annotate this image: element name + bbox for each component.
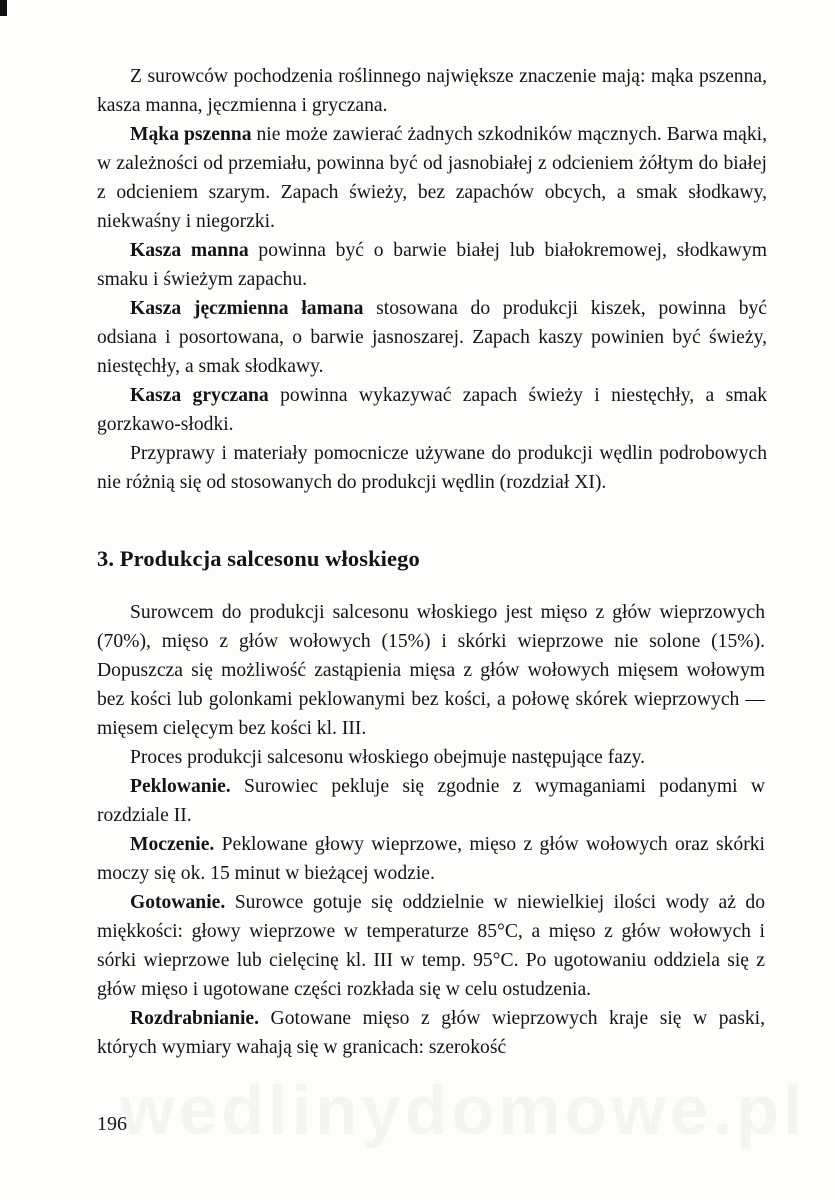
page-number: 196 <box>97 1113 127 1135</box>
term-kasza-manna: Kasza manna <box>130 240 249 261</box>
paragraph-surowcem: Surowcem do produkcji salcesonu włoskiego jest mięso z głów wieprzowych (70%), mięso z głów wołowych (15%) i skórki wieprzowe nie solone (15%). Dopuszcza się możliwość zastąpienia mięsa z głów wołowych mięsem wołowym bez kości lub golonkami peklowanymi bez kości, a połowę skórek wieprzowych — mięsem cielęcym bez kości kl. III. <box>97 602 765 739</box>
paragraph-intro: Z surowców pochodzenia roślinnego największe znaczenie mają: mąka pszenna, kasza manna, jęczmienna i gryczana. <box>97 66 767 116</box>
term-kasza-jeczmienna: Kasza jęczmienna łamana <box>130 298 364 319</box>
term-kasza-gryczana: Kasza gryczana <box>130 385 269 406</box>
paragraph-kasza-gryczana: Kasza gryczana powinna wykazywać zapach świeży i niestęchły, a smak gorzkawo-słodki. <box>97 385 767 435</box>
intro-text-block <box>97 62 767 497</box>
paragraph-maka-pszenna: Mąka pszenna nie może zawierać żadnych szkodników mącznych. Barwa mąki, w zależności od przemiału, powinna być od jasnobiałej z odcieniem żółtym do białej z odcieniem szarym. Zapach świeży, bez zapachów obcych, a smak słodkawy, niekwaśny i niegorzki. <box>97 124 767 232</box>
section-text-block <box>97 598 765 1062</box>
term-gotowanie: Gotowanie. <box>130 892 226 913</box>
term-peklowanie: Peklowanie. <box>130 776 231 797</box>
paragraph-moczenie: Moczenie. Peklowane głowy wieprzowe, mięso z głów wołowych oraz skórki moczy się ok. 15 minut w bieżącej wodzie. <box>97 834 765 884</box>
watermark <box>120 1070 806 1150</box>
paragraph-peklowanie: Peklowanie. Surowiec pekluje się zgodnie z wymaganiami podanymi w rozdziale II. <box>97 776 765 826</box>
paragraph-kasza-manna: Kasza manna powinna być o barwie białej lub białokremowej, słodkawym smaku i świeżym zapachu. <box>97 240 767 290</box>
paragraph-gotowanie: Gotowanie. Surowce gotuje się oddzielnie w niewielkiej ilości wody aż do miękkości: głowy wieprzowe w temperaturze 85°C, a mięso z głów wołowych i sórki wieprzowe lub cielęcinę kl. III w temp. 95°C. Po ugotowaniu oddziela się z głów mięso i ugotowane części rozkłada się w celu ostudzenia. <box>97 892 765 1000</box>
paragraph-rozdrabnianie: Rozdrabnianie. Gotowane mięso z głów wieprzowych kraje się w paski, których wymiary wahają się w granicach: szerokość <box>97 1008 765 1058</box>
scan-corner-mark <box>0 0 7 16</box>
term-moczenie: Moczenie. <box>130 834 215 855</box>
paragraph-proces: Proces produkcji salcesonu włoskiego obejmuje następujące fazy. <box>130 747 646 768</box>
term-maka-pszenna: Mąka pszenna <box>130 124 252 145</box>
section-heading: 3. Produkcja salcesonu włoskiego <box>97 546 420 571</box>
paragraph-kasza-jeczmienna: Kasza jęczmienna łamana stosowana do produkcji kiszek, powinna być odsiana i posortowana, o barwie jasnoszarej. Zapach kaszy powinien być świeży, niestęchły, a smak słodkawy. <box>97 298 767 377</box>
paragraph-przyprawy: Przyprawy i materiały pomocnicze używane do produkcji wędlin podrobowych nie różnią się od stosowanych do produkcji wędlin (rozdział XI). <box>97 443 767 493</box>
term-rozdrabnianie: Rozdrabnianie. <box>130 1008 260 1029</box>
